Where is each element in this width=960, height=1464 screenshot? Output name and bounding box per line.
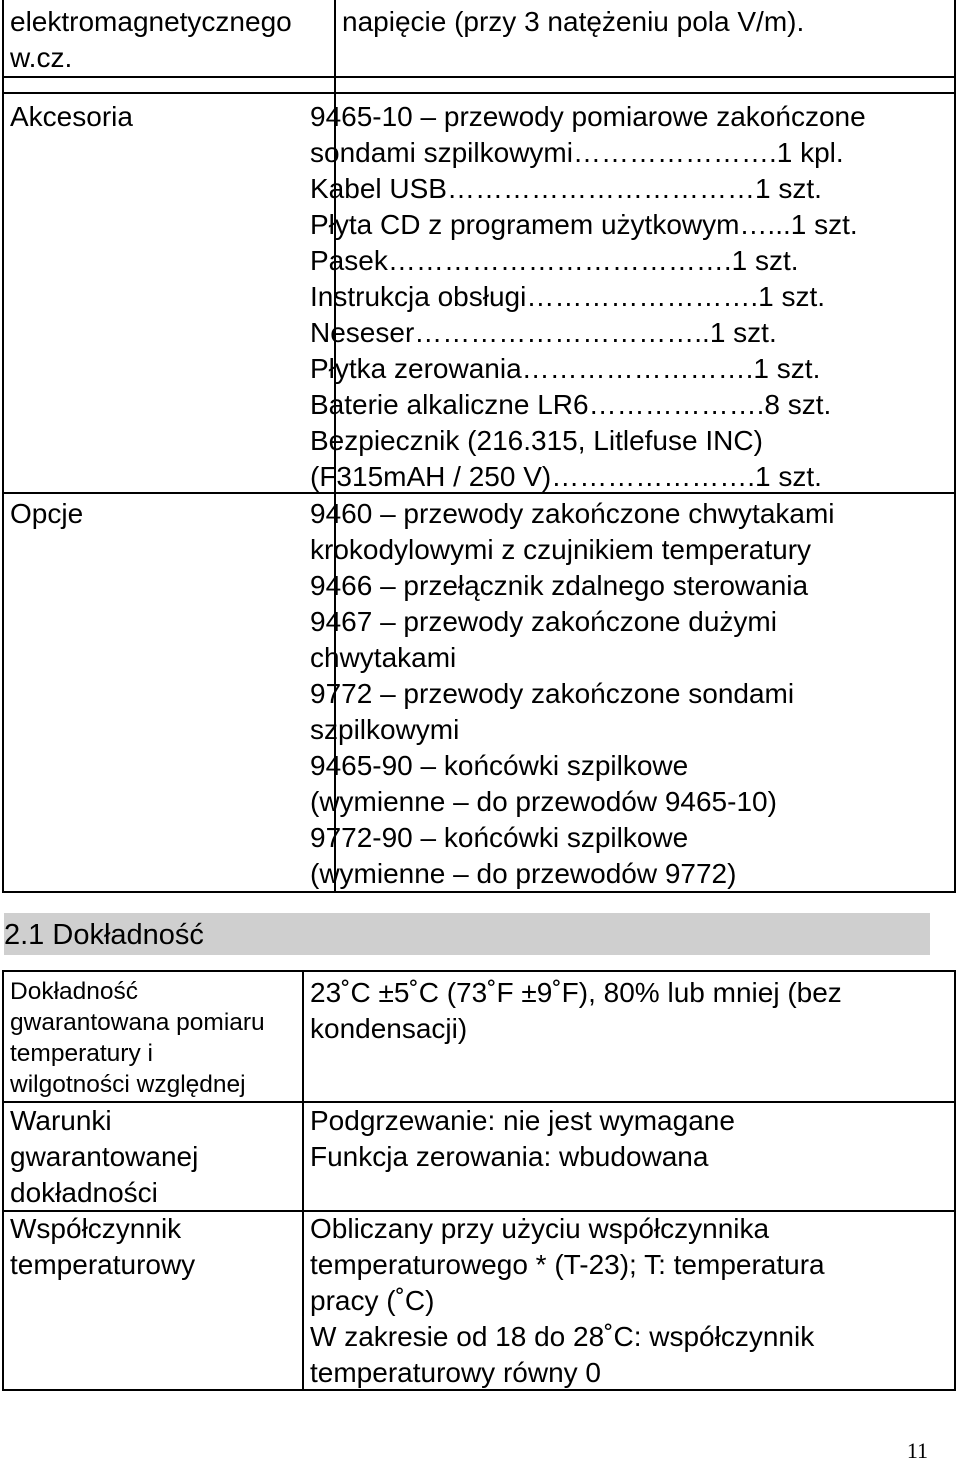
- emc-value-line: napięcie (przy 3 natężeniu pola V/m).: [342, 6, 805, 37]
- list-item: 9772-90 – końcówki szpilkowe: [310, 822, 689, 853]
- label-line: temperatury i: [10, 1040, 153, 1067]
- value-line: Podgrzewanie: nie jest wymagane: [310, 1105, 735, 1136]
- list-item: (wymienne – do przewodów 9465-10): [310, 786, 777, 817]
- list-item: Płyta CD z programem użytkowym…...1 szt.: [310, 209, 858, 240]
- value-line: W zakresie od 18 do 28˚C: współczynnik: [310, 1321, 815, 1352]
- emc-label-line: elektromagnetycznego: [10, 6, 292, 37]
- label-line: gwarantowana pomiaru: [10, 1009, 265, 1036]
- list-item: chwytakami: [310, 642, 457, 673]
- list-item: Pasek……………………………….1 szt.: [310, 245, 799, 276]
- list-item: 9467 – przewody zakończone dużymi: [310, 606, 777, 637]
- label-line: wilgotności względnej: [10, 1071, 246, 1098]
- list-item: Bezpiecznik (216.315, Litlefuse INC): [310, 425, 763, 456]
- value-line: Obliczany przy użyciu współczynnika: [310, 1213, 770, 1244]
- list-item: Kabel USB……………………………1 szt.: [310, 173, 822, 204]
- label-line: Współczynnik: [10, 1213, 182, 1244]
- value-line: temperaturowego * (T-23); T: temperatura: [310, 1249, 825, 1280]
- list-item: Baterie alkaliczne LR6……………….8 szt.: [310, 389, 832, 420]
- label-line: Warunki: [10, 1105, 112, 1136]
- list-item: krokodylowymi z czujnikiem temperatury: [310, 534, 812, 565]
- emc-label-line: w.cz.: [10, 42, 73, 73]
- list-item: sondami szpilkowymi………………….1 kpl.: [310, 137, 844, 168]
- list-item: 9465-90 – końcówki szpilkowe: [310, 750, 689, 781]
- list-item: Instrukcja obsługi…………………….1 szt.: [310, 281, 826, 312]
- table2-left-border: [2, 972, 4, 1391]
- table2-top-border: [2, 970, 956, 972]
- value-line: kondensacji): [310, 1013, 468, 1044]
- table1-right-border: [954, 0, 956, 893]
- table2-right-border: [954, 972, 956, 1391]
- list-item: Płytka zerowania…………………….1 szt.: [310, 353, 821, 384]
- table2-column-divider: [302, 972, 304, 1391]
- options-label: Opcje: [10, 498, 84, 529]
- section-heading: 2.1 Dokładność: [4, 919, 204, 951]
- table1-row-divider: [2, 92, 956, 94]
- table1-left-border: [2, 0, 4, 893]
- list-item: szpilkowymi: [310, 714, 460, 745]
- table1-row-divider: [2, 76, 956, 78]
- value-line: 23˚C ±5˚C (73˚F ±9˚F), 80% lub mniej (bez: [310, 977, 842, 1008]
- list-item: (F315mAH / 250 V)………………….1 szt.: [310, 461, 822, 492]
- page-number: 11: [906, 1438, 928, 1463]
- label-line: dokładności: [10, 1177, 158, 1208]
- list-item: 9772 – przewody zakończone sondami: [310, 678, 795, 709]
- label-line: Dokładność: [10, 978, 139, 1005]
- label-line: gwarantowanej: [10, 1141, 199, 1172]
- list-item: (wymienne – do przewodów 9772): [310, 858, 737, 889]
- accessories-label: Akcesoria: [10, 101, 133, 132]
- value-line: temperaturowy równy 0: [310, 1357, 602, 1388]
- list-item: Neseser…………………………..1 szt.: [310, 317, 777, 348]
- list-item: 9466 – przełącznik zdalnego sterowania: [310, 570, 809, 601]
- value-line: pracy (˚C): [310, 1285, 435, 1316]
- label-line: temperaturowy: [10, 1249, 196, 1280]
- list-item: 9460 – przewody zakończone chwytakami: [310, 498, 835, 529]
- value-line: Funkcja zerowania: wbudowana: [310, 1141, 709, 1172]
- list-item: 9465-10 – przewody pomiarowe zakończone: [310, 101, 866, 132]
